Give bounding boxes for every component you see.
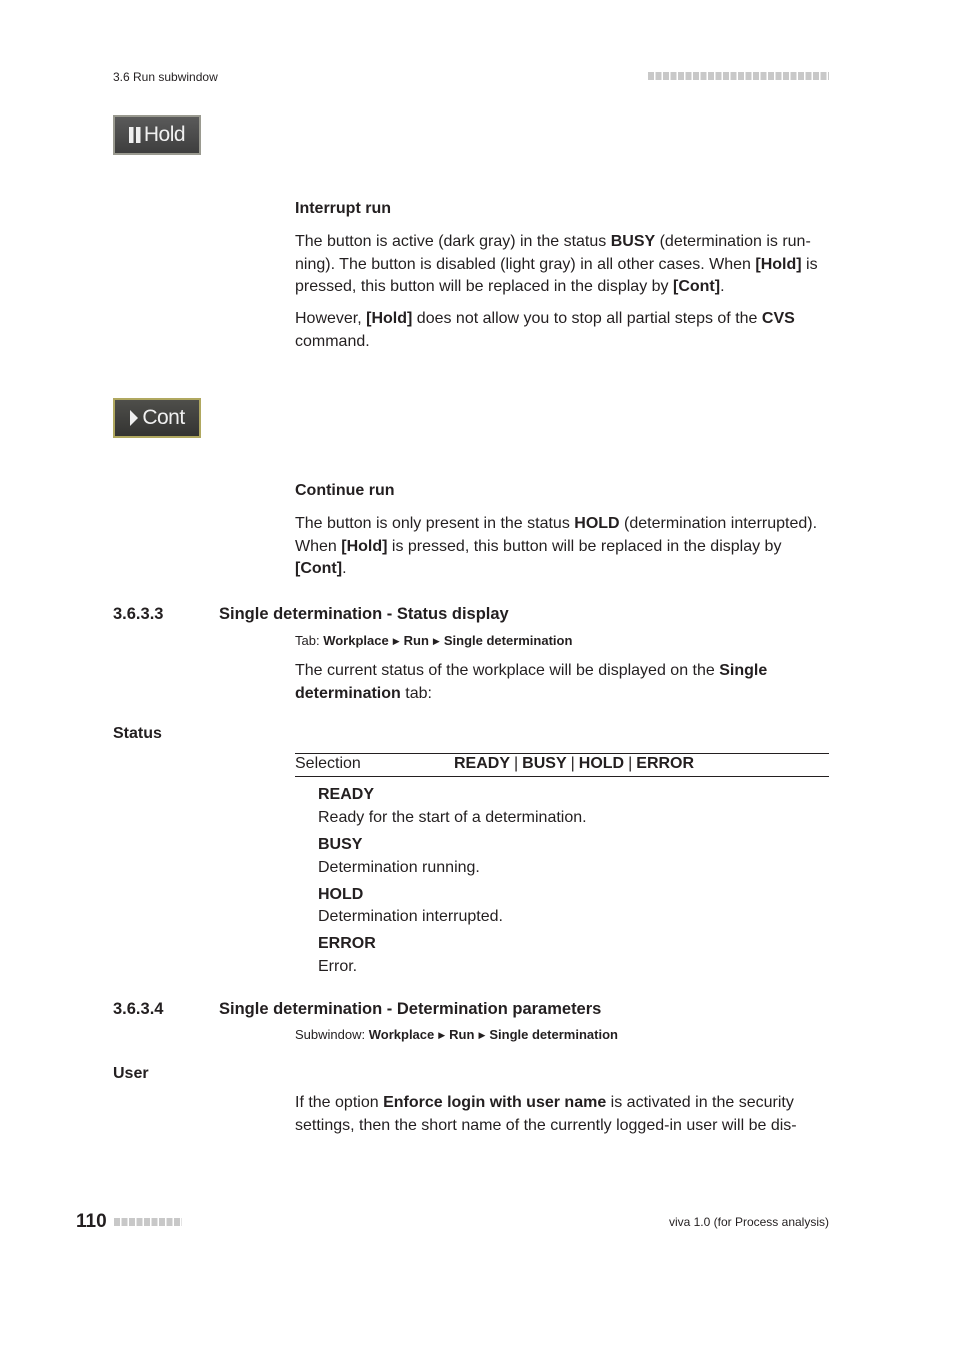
selection-table [295, 753, 829, 777]
section-3633-intro [295, 660, 829, 705]
user-paragraph [295, 1092, 829, 1137]
text-run: is pressed, this button will be replaced in the display by [295, 255, 818, 295]
play-triangle-icon [129, 410, 139, 426]
selection-separator: | [570, 755, 575, 772]
text-run: The button is only present in the status [295, 515, 575, 532]
text-run: is activated in the security settings, then the short name of the currently logged-in user will be dis- [295, 1094, 797, 1134]
bold-term: BUSY [610, 233, 656, 250]
text-run: command. [295, 332, 370, 350]
path-arrow-icon: ▶ [478, 1030, 486, 1040]
option-name: HOLD [318, 886, 364, 903]
hold-button [113, 115, 201, 155]
bold-term: Single determination [295, 662, 768, 702]
selection-separator: | [628, 755, 633, 772]
option-description: Determination running. [318, 859, 480, 876]
path-item: Workplace [368, 1027, 435, 1042]
header-dot-rule [648, 72, 829, 80]
text-run: The current status of the workplace will be displayed on the [295, 662, 720, 679]
text-run: However, [295, 310, 367, 327]
cont-button [113, 398, 201, 438]
text-run: (determination interrupted). When [295, 515, 818, 555]
bold-term: [Hold] [755, 255, 802, 273]
bold-term: [Cont] [673, 278, 721, 295]
section-3633-title: Single determination - Status display [219, 605, 509, 623]
path-item: Workplace [323, 633, 389, 648]
text-run: If the option [295, 1094, 384, 1111]
section-3634-title: Single determination - Determination parameters [219, 1000, 602, 1018]
text-run: . [342, 560, 347, 577]
option-description: Ready for the start of a determination. [318, 809, 587, 826]
continue-run-title: Continue run [295, 482, 395, 499]
section-3634-path [295, 1027, 829, 1042]
section-3633-path [295, 633, 829, 648]
bold-term: CVS [761, 310, 795, 327]
option-description: Determination interrupted. [318, 908, 503, 925]
bold-term: [Hold] [341, 537, 388, 555]
path-item: Single determination [443, 633, 573, 648]
bold-term: [Cont] [295, 560, 343, 577]
path-arrow-icon: ▶ [432, 636, 440, 646]
option-name: ERROR [318, 935, 376, 952]
selection-values [454, 755, 694, 773]
cont-button-label: Cont [142, 406, 185, 429]
footer-product: viva 1.0 (for Process analysis) [668, 1215, 829, 1229]
path-prefix: Tab: [295, 633, 320, 648]
path-item: Run [403, 633, 429, 648]
bold-term: [Hold] [366, 310, 413, 327]
bold-term: HOLD [574, 515, 620, 532]
selection-value: ERROR [636, 755, 695, 772]
text-run: is pressed, this button will be replaced in the display by [387, 537, 782, 555]
footer-dot-rule [114, 1218, 182, 1226]
selection-value: HOLD [578, 755, 625, 772]
selection-separator: | [514, 755, 519, 772]
text-run: does not allow you to stop all partial steps of the [412, 310, 762, 327]
text-run: (determination is run-ning). The button is disabled (light gray) in all other cases. When [295, 233, 811, 273]
bold-term: Enforce login with user name [383, 1094, 607, 1111]
text-run: The button is active (dark gray) in the status [295, 233, 611, 250]
path-arrow-icon: ▶ [438, 1030, 446, 1040]
option-name: READY [318, 786, 375, 803]
running-header-section: 3.6 Run subwindow [113, 70, 218, 84]
section-3633-number: 3.6.3.3 [113, 605, 164, 623]
hold-button-label: Hold [143, 123, 186, 146]
path-item: Single determination [489, 1027, 618, 1042]
selection-value: READY [454, 755, 511, 772]
user-heading: User [113, 1065, 149, 1082]
text-run: tab: [400, 684, 432, 702]
status-heading: Status [113, 725, 162, 742]
option-name: BUSY [318, 836, 363, 853]
selection-value: BUSY [522, 755, 567, 772]
pause-icon [129, 127, 141, 143]
page-number: 110 [76, 1211, 107, 1232]
selection-label: Selection [295, 755, 361, 772]
continue-run-paragraph [295, 513, 829, 581]
path-arrow-icon: ▶ [392, 636, 400, 646]
path-prefix: Subwindow: [295, 1027, 366, 1042]
option-description: Error. [318, 958, 358, 975]
interrupt-run-title: Interrupt run [295, 200, 391, 217]
interrupt-run-paragraph-2 [295, 308, 829, 353]
path-item: Run [449, 1027, 475, 1042]
text-run: . [720, 278, 725, 295]
interrupt-run-paragraph-1 [295, 231, 829, 299]
section-3634-number: 3.6.3.4 [113, 1000, 164, 1018]
